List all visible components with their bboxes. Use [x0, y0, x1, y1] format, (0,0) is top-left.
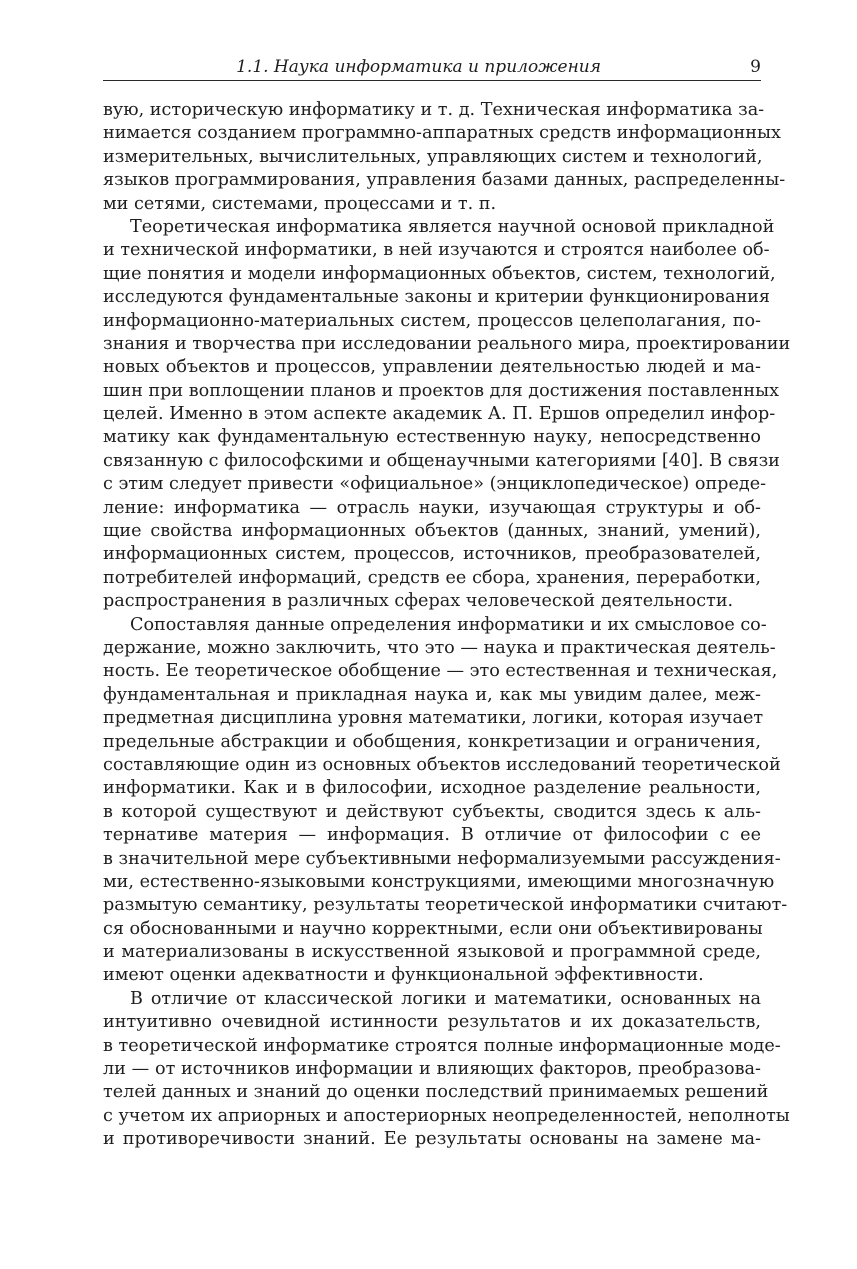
paragraph — [103, 216, 791, 614]
text-line: в теоретической информатике строятся полные информационные моде- — [103, 1035, 781, 1056]
text-line: целей. Именно в этом аспекте академик А. П. Ершов определил инфор- — [103, 404, 776, 425]
text-line: шин при воплощении планов и проектов для достижения поставленных — [103, 380, 780, 401]
text-line: и технической информатики, в ней изучаются и строятся наиболее об- — [103, 240, 770, 261]
paragraph — [103, 988, 790, 1152]
text-line: держание, можно заключить, что это — наука и практическая деятель- — [103, 637, 776, 658]
text-line: исследуются фундаментальные законы и критерии функционирования — [103, 287, 770, 308]
text-line: ность. Ее теоретическое обобщение — это естественная и техническая, — [103, 661, 778, 682]
text-line: ли — от источников информации и влияющих факторов, преобразова- — [103, 1059, 761, 1080]
text-line: предельные абстракции и обобщения, конкретизации и ограничения, — [103, 731, 761, 752]
text-line: и противоречивости знаний. Ее результаты основаны на замене ма- — [103, 1129, 761, 1150]
text-line: информационных систем, процессов, источников, преобразователей, — [103, 544, 761, 565]
text-line: информатики. Как и в философии, исходное разделение реальности, — [103, 778, 761, 799]
paragraph — [103, 99, 786, 216]
text-line: щие понятия и модели информационных объектов, систем, технологий, — [103, 263, 776, 284]
text-line: ми, естественно-языковыми конструкциями, имеющими многозначную — [103, 871, 775, 892]
text-line: связанную с философскими и общенаучными категориями [40]. В связи — [103, 450, 780, 471]
text-line: распространения в различных сферах человеческой деятельности. — [103, 591, 734, 612]
text-line: вую, историческую информатику и т. д. Техническая информатика за- — [103, 100, 765, 120]
text-line: знания и творчества при исследовании реального мира, проектировании — [103, 333, 791, 354]
text-line: нимается созданием программно-аппаратных средств информационных — [103, 123, 781, 144]
text-line: с учетом их априорных и апостериорных неопределенностей, неполноты — [103, 1105, 790, 1126]
text-line: тернативе материя — информация. В отличие от философии с ее — [103, 825, 761, 846]
text-line: Теоретическая информатика является научной основой прикладной — [130, 216, 775, 237]
text-line: интуитивно очевидной истинности результатов и их доказательств, — [103, 1012, 761, 1033]
text-line: в которой существуют и действуют субъекты, сводится здесь к аль- — [103, 801, 761, 822]
paragraph — [103, 614, 788, 988]
text-line: потребителей информаций, средств ее сбора, хранения, переработки, — [103, 567, 761, 588]
text-line: матику как фундаментальную естественную науку, непосредственно — [103, 427, 761, 448]
text-line: ся обоснованными и научно корректными, если они объективированы — [103, 918, 763, 939]
text-line: телей данных и знаний до оценки последствий принимаемых решений — [103, 1082, 769, 1103]
running-title: 1.1. Наука информатика и приложения — [236, 57, 601, 77]
text-line: новых объектов и процессов, управлении деятельностью людей и ма- — [103, 357, 761, 378]
text-line: информационно-материальных систем, процессов целеполагания, по- — [103, 310, 761, 331]
text-line: Сопоставляя данные определения информатики и их смысловое со- — [130, 614, 767, 635]
text-line: составляющие один из основных объектов исследований теоретической — [103, 754, 781, 775]
text-line: В отличие от классической логики и математики, основанных на — [130, 988, 761, 1009]
text-line: языков программирования, управления базами данных, распределенны- — [103, 170, 786, 191]
text-line: и материализованы в искусственной языковой и программной среде, — [103, 942, 761, 963]
text-line: ми сетями, системами, процессами и т. п. — [103, 193, 497, 214]
text-line: в значительной мере субъективными неформализуемыми рассуждения- — [103, 848, 781, 869]
text-line: измерительных, вычислительных, управляющих систем и технологий, — [103, 146, 763, 167]
text-line: щие свойства информационных объектов (данных, знаний, умений), — [103, 521, 761, 542]
text-line: фундаментальная и прикладная наука и, как мы увидим далее, меж- — [103, 684, 761, 705]
page-number: 9 — [750, 57, 761, 77]
text-line: имеют оценки адекватности и функциональной эффективности. — [103, 965, 704, 986]
text-line: с этим следует привести «официальное» (энциклопедическое) опреде- — [103, 474, 767, 495]
text-line: предметная дисциплина уровня математики, логики, которая изучает — [103, 708, 764, 729]
text-line: ление: информатика — отрасль науки, изучающая структуры и об- — [103, 497, 761, 518]
text-line: размытую семантику, результаты теоретической информатики считают- — [103, 895, 788, 916]
running-header — [103, 56, 761, 81]
body-text — [103, 99, 791, 1152]
